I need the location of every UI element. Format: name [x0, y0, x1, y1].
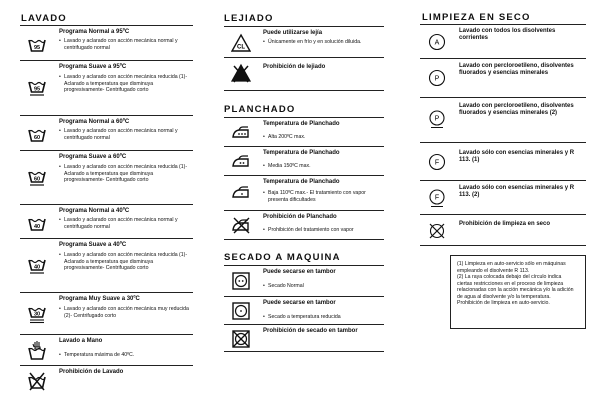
tumble-dry-low-icon: [225, 297, 255, 324]
row-desc: [59, 252, 193, 272]
row-title: Temperatura de Planchado: [263, 179, 340, 185]
svg-text:60: 60: [33, 176, 41, 183]
svg-text:95: 95: [33, 86, 41, 93]
wash-30-very-gentle-icon: [21, 293, 51, 334]
row-title: Puede secarse en tambor: [263, 300, 336, 306]
secado-row-normal: [224, 265, 384, 296]
row-title: Prohibición de lejiado: [263, 64, 326, 70]
row-desc-item: • Lavado y aclarado con acción mecánica normal y centrifugado normal: [59, 38, 193, 51]
row-title: Programa Normal a 40ºC: [59, 208, 130, 214]
row-title: Temperatura de Planchado: [263, 150, 340, 156]
row-desc-item: • Lavado y aclarado con acción mecánica reducida (1)- Aclarado a temperatura que disminuya progresivamente- Centrifugado corto: [59, 74, 193, 94]
lavado-title: LAVADO: [21, 13, 67, 24]
row-desc-item: • Baja 110ºC max.- El tratamiento con vapor presenta dificultades: [263, 190, 384, 203]
wash-40-gentle-icon: [21, 239, 51, 292]
row-title: Prohibición de secado en tambor: [263, 328, 358, 334]
row-title: Lavado con todos los disolventes corrientes: [459, 28, 556, 41]
dry-clean-letter: A: [434, 39, 440, 47]
footnotes-box: [450, 255, 586, 329]
row-desc: [59, 306, 193, 319]
row-desc-item: • Lavado y aclarado con acción mecánica reducida (1)- Aclarado a temperatura que disminuya progresivamente- Centrifugado corto: [59, 164, 193, 184]
dry-clean-p-icon: [421, 59, 451, 97]
planchado-row-forbidden: [224, 210, 384, 240]
wash-95-gentle-icon: [21, 61, 51, 115]
row-title: Puede utilizarse lejía: [263, 30, 323, 36]
row-desc: [263, 163, 384, 170]
iron-high-icon: [225, 118, 255, 146]
row-title: Programa Normal a 95ºC: [59, 29, 130, 35]
row-title: Prohibición de limpieza en seco: [459, 221, 551, 227]
row-desc-item: • Secado Normal: [263, 283, 384, 290]
row-title: Programa Suave a 95ºC: [59, 64, 127, 70]
row-title: Programa Suave a 40ºC: [59, 242, 127, 248]
row-desc-item: • Únicamente en frío y en solución diluida.: [263, 39, 384, 46]
planchado-title: PLANCHADO: [224, 104, 296, 115]
wash-40-icon: [21, 205, 51, 238]
row-desc: [59, 352, 193, 359]
no-dry-clean-icon: [421, 215, 451, 245]
lavado-row-hand-wash: [20, 334, 193, 365]
dry-clean-a-icon: [421, 25, 451, 58]
lejiado-title: LEJIADO: [224, 13, 274, 24]
dry-clean-letter: F: [434, 194, 440, 202]
lavado-row-normal-40: [20, 204, 193, 238]
row-desc: [263, 314, 384, 321]
row-desc: [59, 217, 193, 230]
row-desc: [59, 164, 193, 184]
row-title: Programa Suave a 60ºC: [59, 154, 127, 160]
lavado-row-gentle-95: [20, 60, 193, 115]
row-desc-item: • Secado a temperatura reducida: [263, 314, 384, 321]
no-wash-icon: [21, 366, 51, 394]
row-desc-item: • Temperatura máxima de 40ºC.: [59, 352, 193, 359]
hand-wash-icon: [21, 335, 51, 365]
no-bleach-icon: [225, 58, 255, 90]
row-desc-item: • Alta 200ºC max.: [263, 134, 384, 141]
svg-text:40: 40: [33, 224, 41, 230]
row-title: Lavado a Mano: [59, 338, 103, 344]
row-desc: [263, 134, 384, 141]
secado-title: SECADO A MAQUINA: [224, 252, 341, 263]
lavado-row-normal-95: [20, 25, 193, 60]
secado-row-low: [224, 296, 384, 324]
wash-60-gentle-icon: [21, 151, 51, 204]
bleach-allowed-icon: [225, 27, 255, 57]
lejiado-row-forbidden: [224, 57, 384, 91]
row-desc: [59, 38, 193, 51]
row-desc: [59, 74, 193, 94]
row-title: Programa Normal a 60ºC: [59, 119, 130, 125]
row-title: Lavado con percloroetileno, disolventes fluorados y esencias minerales (2): [459, 103, 574, 116]
limpieza-title: LIMPIEZA EN SECO: [422, 12, 531, 23]
limpieza-row-p-gentle: [420, 97, 586, 142]
row-desc: [263, 283, 384, 290]
row-desc-item: • Lavado y aclarado con acción mecánica reducida (1)- Aclarado a temperatura que disminuya progresivamente- Centrifugado corto: [59, 252, 193, 272]
row-desc-item: • Lavado y aclarado con acción mecánica muy reducida (2)- Centrifugado corto: [59, 306, 193, 319]
dry-clean-letter: P: [434, 75, 440, 83]
lavado-row-no-wash: [20, 365, 193, 394]
planchado-row-high: [224, 117, 384, 146]
limpieza-row-f: [420, 142, 586, 180]
lavado-row-gentle-60: [20, 150, 193, 204]
row-title: Lavado sólo con esencias minerales y R 113. (2): [459, 185, 575, 198]
row-title: Prohibición de Planchado: [263, 214, 337, 220]
no-iron-icon: [225, 211, 255, 239]
row-title: Puede secarse en tambor: [263, 269, 336, 275]
limpieza-row-f-gentle: [420, 180, 586, 214]
dry-clean-f-gentle-icon: [421, 181, 451, 214]
svg-text:95: 95: [33, 45, 41, 51]
svg-text:60: 60: [33, 135, 41, 141]
iron-low-icon: [225, 176, 255, 210]
row-desc: [59, 128, 193, 141]
svg-text:40: 40: [33, 264, 41, 271]
wash-60-icon: [21, 116, 51, 150]
tumble-dry-normal-icon: [225, 266, 255, 296]
row-desc-item: • Media 150ºC max.: [263, 163, 384, 170]
footnote-2: (2) La raya colocada debajo del círculo indica ciertas restricciones en el proceso de limpieza relacionadas con la acción mecánica y/o la adición de agua al disolvente y/o la temperatura. Prohibición de limpieza en auto-servicio.: [457, 274, 574, 306]
row-desc-item: • Prohibición del tratamiento con vapor: [263, 227, 384, 234]
lavado-row-gentle-40: [20, 238, 193, 292]
lavado-row-normal-60: [20, 115, 193, 150]
planchado-row-low: [224, 175, 384, 210]
iron-medium-icon: [225, 147, 255, 175]
dry-clean-letter: P: [434, 115, 440, 123]
row-desc: [263, 227, 384, 234]
limpieza-row-forbidden: [420, 214, 586, 246]
limpieza-row-p: [420, 58, 586, 97]
svg-text:CL: CL: [237, 44, 245, 51]
row-title: Temperatura de Planchado: [263, 121, 340, 127]
planchado-row-medium: [224, 146, 384, 175]
secado-row-forbidden: [224, 324, 384, 352]
footnote-1: (1) Limpieza en auto-servicio sólo en máquinas empleando el disolvente R 113.: [457, 261, 566, 274]
lejiado-row-allowed: [224, 26, 384, 57]
row-desc-item: • Lavado y aclarado con acción mecánica normal y centrifugado normal: [59, 128, 193, 141]
row-title: Lavado sólo con esencias minerales y R 113. (1): [459, 150, 575, 163]
svg-text:30: 30: [33, 311, 41, 318]
lavado-row-very-gentle-30: [20, 292, 193, 334]
dry-clean-p-gentle-icon: [421, 98, 451, 142]
row-title: Prohibición de Lavado: [59, 369, 124, 375]
dry-clean-f-icon: [421, 143, 451, 180]
row-desc: [263, 39, 384, 46]
row-title: Lavado con percloroetileno, disolventes fluorados y esencias minerales: [459, 63, 574, 76]
row-title: Programa Muy Suave a 30ºC: [59, 296, 140, 302]
row-desc: [263, 190, 384, 203]
dry-clean-letter: F: [434, 159, 440, 167]
row-desc-item: • Lavado y aclarado con acción mecánica normal y centrifugado normal: [59, 217, 193, 230]
no-tumble-dry-icon: [225, 325, 255, 351]
limpieza-row-a: [420, 24, 586, 58]
wash-95-icon: [21, 26, 51, 60]
